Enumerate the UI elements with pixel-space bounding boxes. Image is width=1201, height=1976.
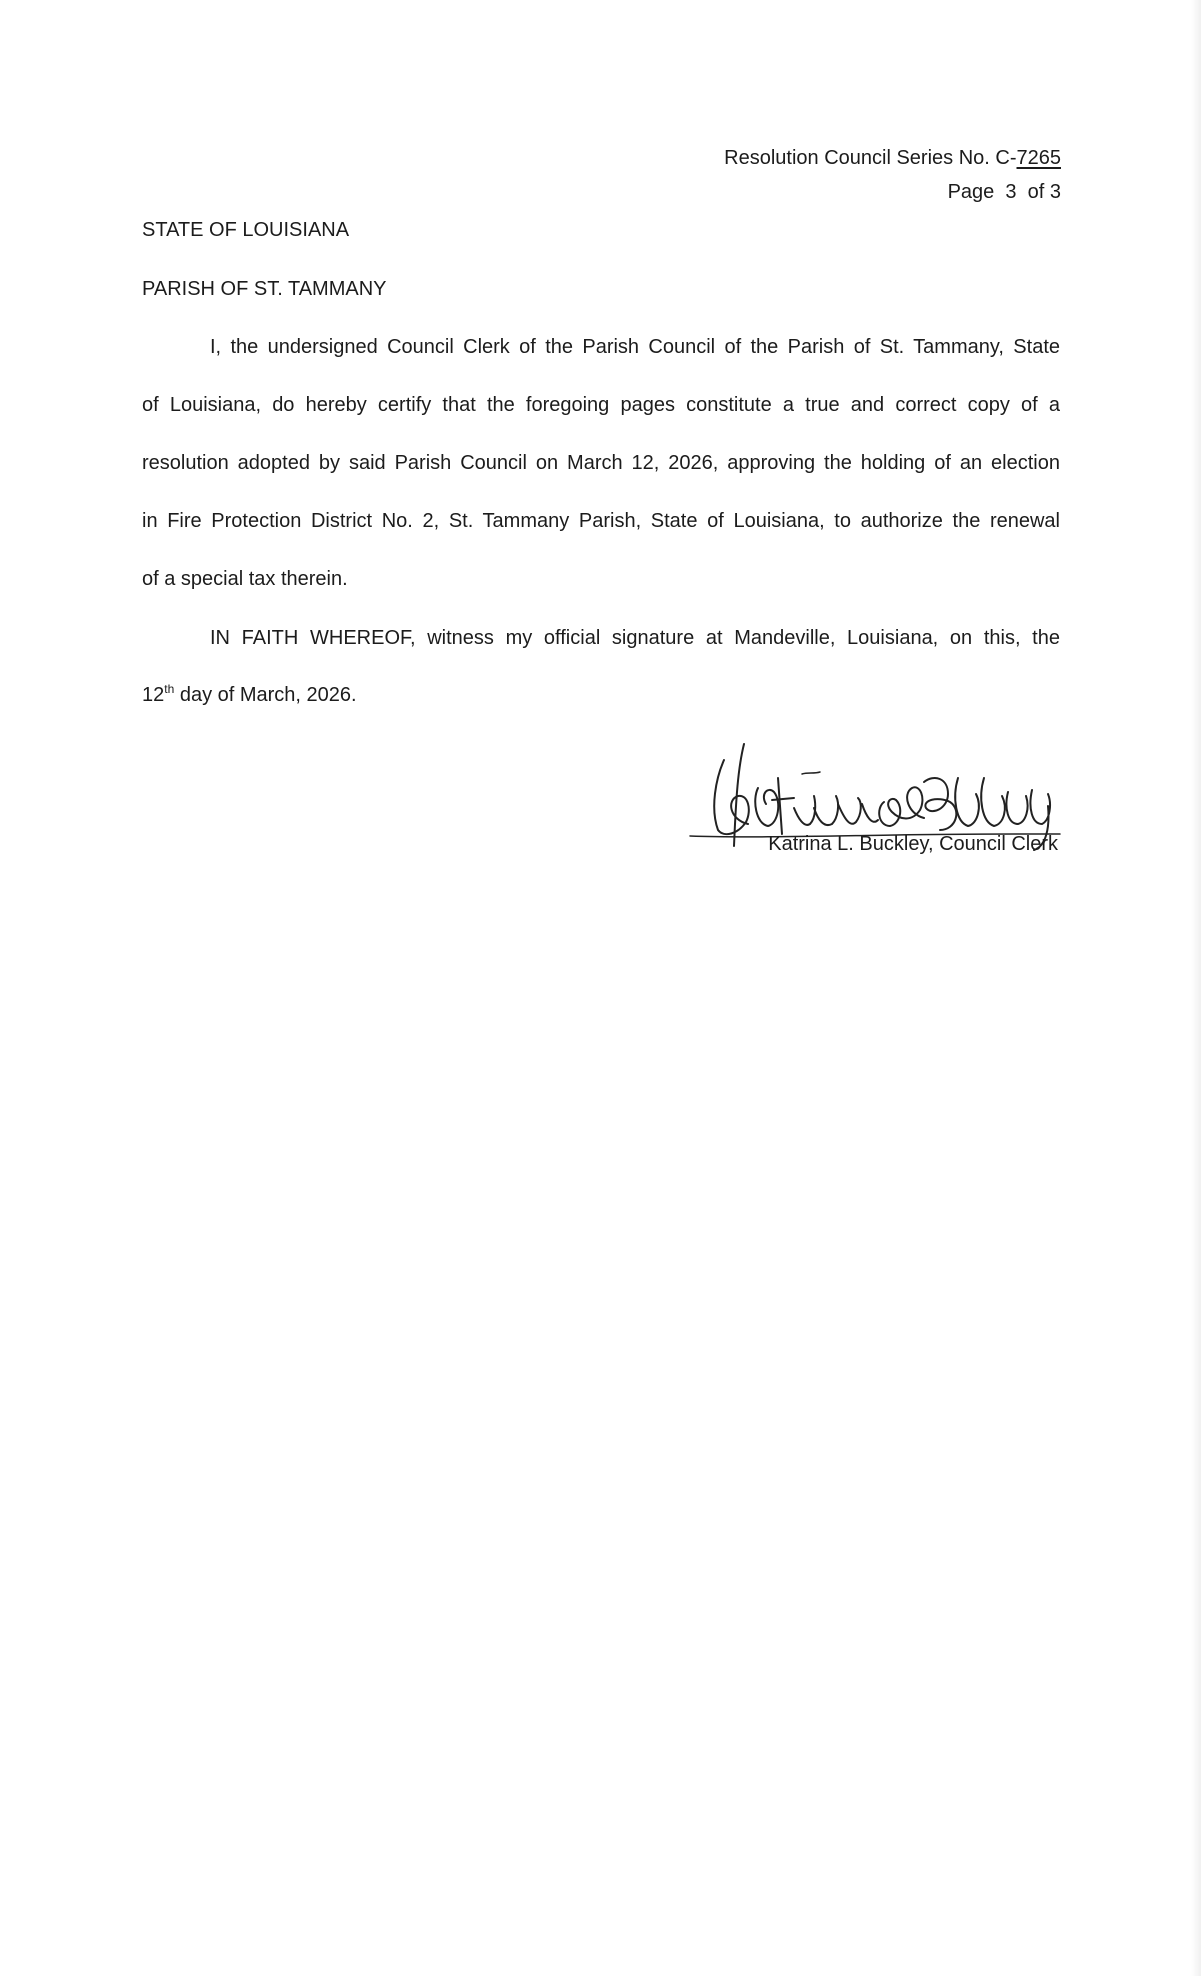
resolution-series-line	[724, 141, 1061, 175]
resolution-series-number: 7265	[1016, 147, 1061, 169]
certification-line-1: I, the undersigned Council Clerk of the Parish Council of the Parish of St. Tammany, State	[210, 336, 1060, 358]
witness-line-1: IN FAITH WHEREOF, witness my official signature at Mandeville, Louisiana, on this, the	[210, 627, 1060, 649]
certification-line-5: of a special tax therein.	[142, 568, 348, 590]
state-heading: STATE OF LOUISIANA	[142, 219, 350, 241]
signer-name-title: Katrina L. Buckley, Council Clerk	[768, 833, 1058, 855]
resolution-series-label: Resolution Council Series No. C-	[724, 147, 1017, 169]
certification-line-3: resolution adopted by said Parish Council on March 12, 2026, approving the holding of an election	[142, 452, 1060, 474]
parish-heading: PARISH OF ST. TAMMANY	[142, 278, 387, 300]
witness-day: 12	[142, 684, 165, 706]
scan-edge-shadow	[1191, 0, 1201, 1976]
witness-line-2	[142, 684, 357, 707]
witness-day-suffix: th	[164, 682, 175, 696]
page-indicator: Page 3 of 3	[947, 181, 1061, 203]
certification-line-4: in Fire Protection District No. 2, St. Tammany Parish, State of Louisiana, to authorize the renewal	[142, 510, 1060, 532]
witness-date: day of March, 2026.	[174, 684, 357, 706]
resolution-header	[724, 141, 1061, 209]
certification-line-2: of Louisiana, do hereby certify that the foregoing pages constitute a true and correct copy of a	[142, 394, 1060, 416]
